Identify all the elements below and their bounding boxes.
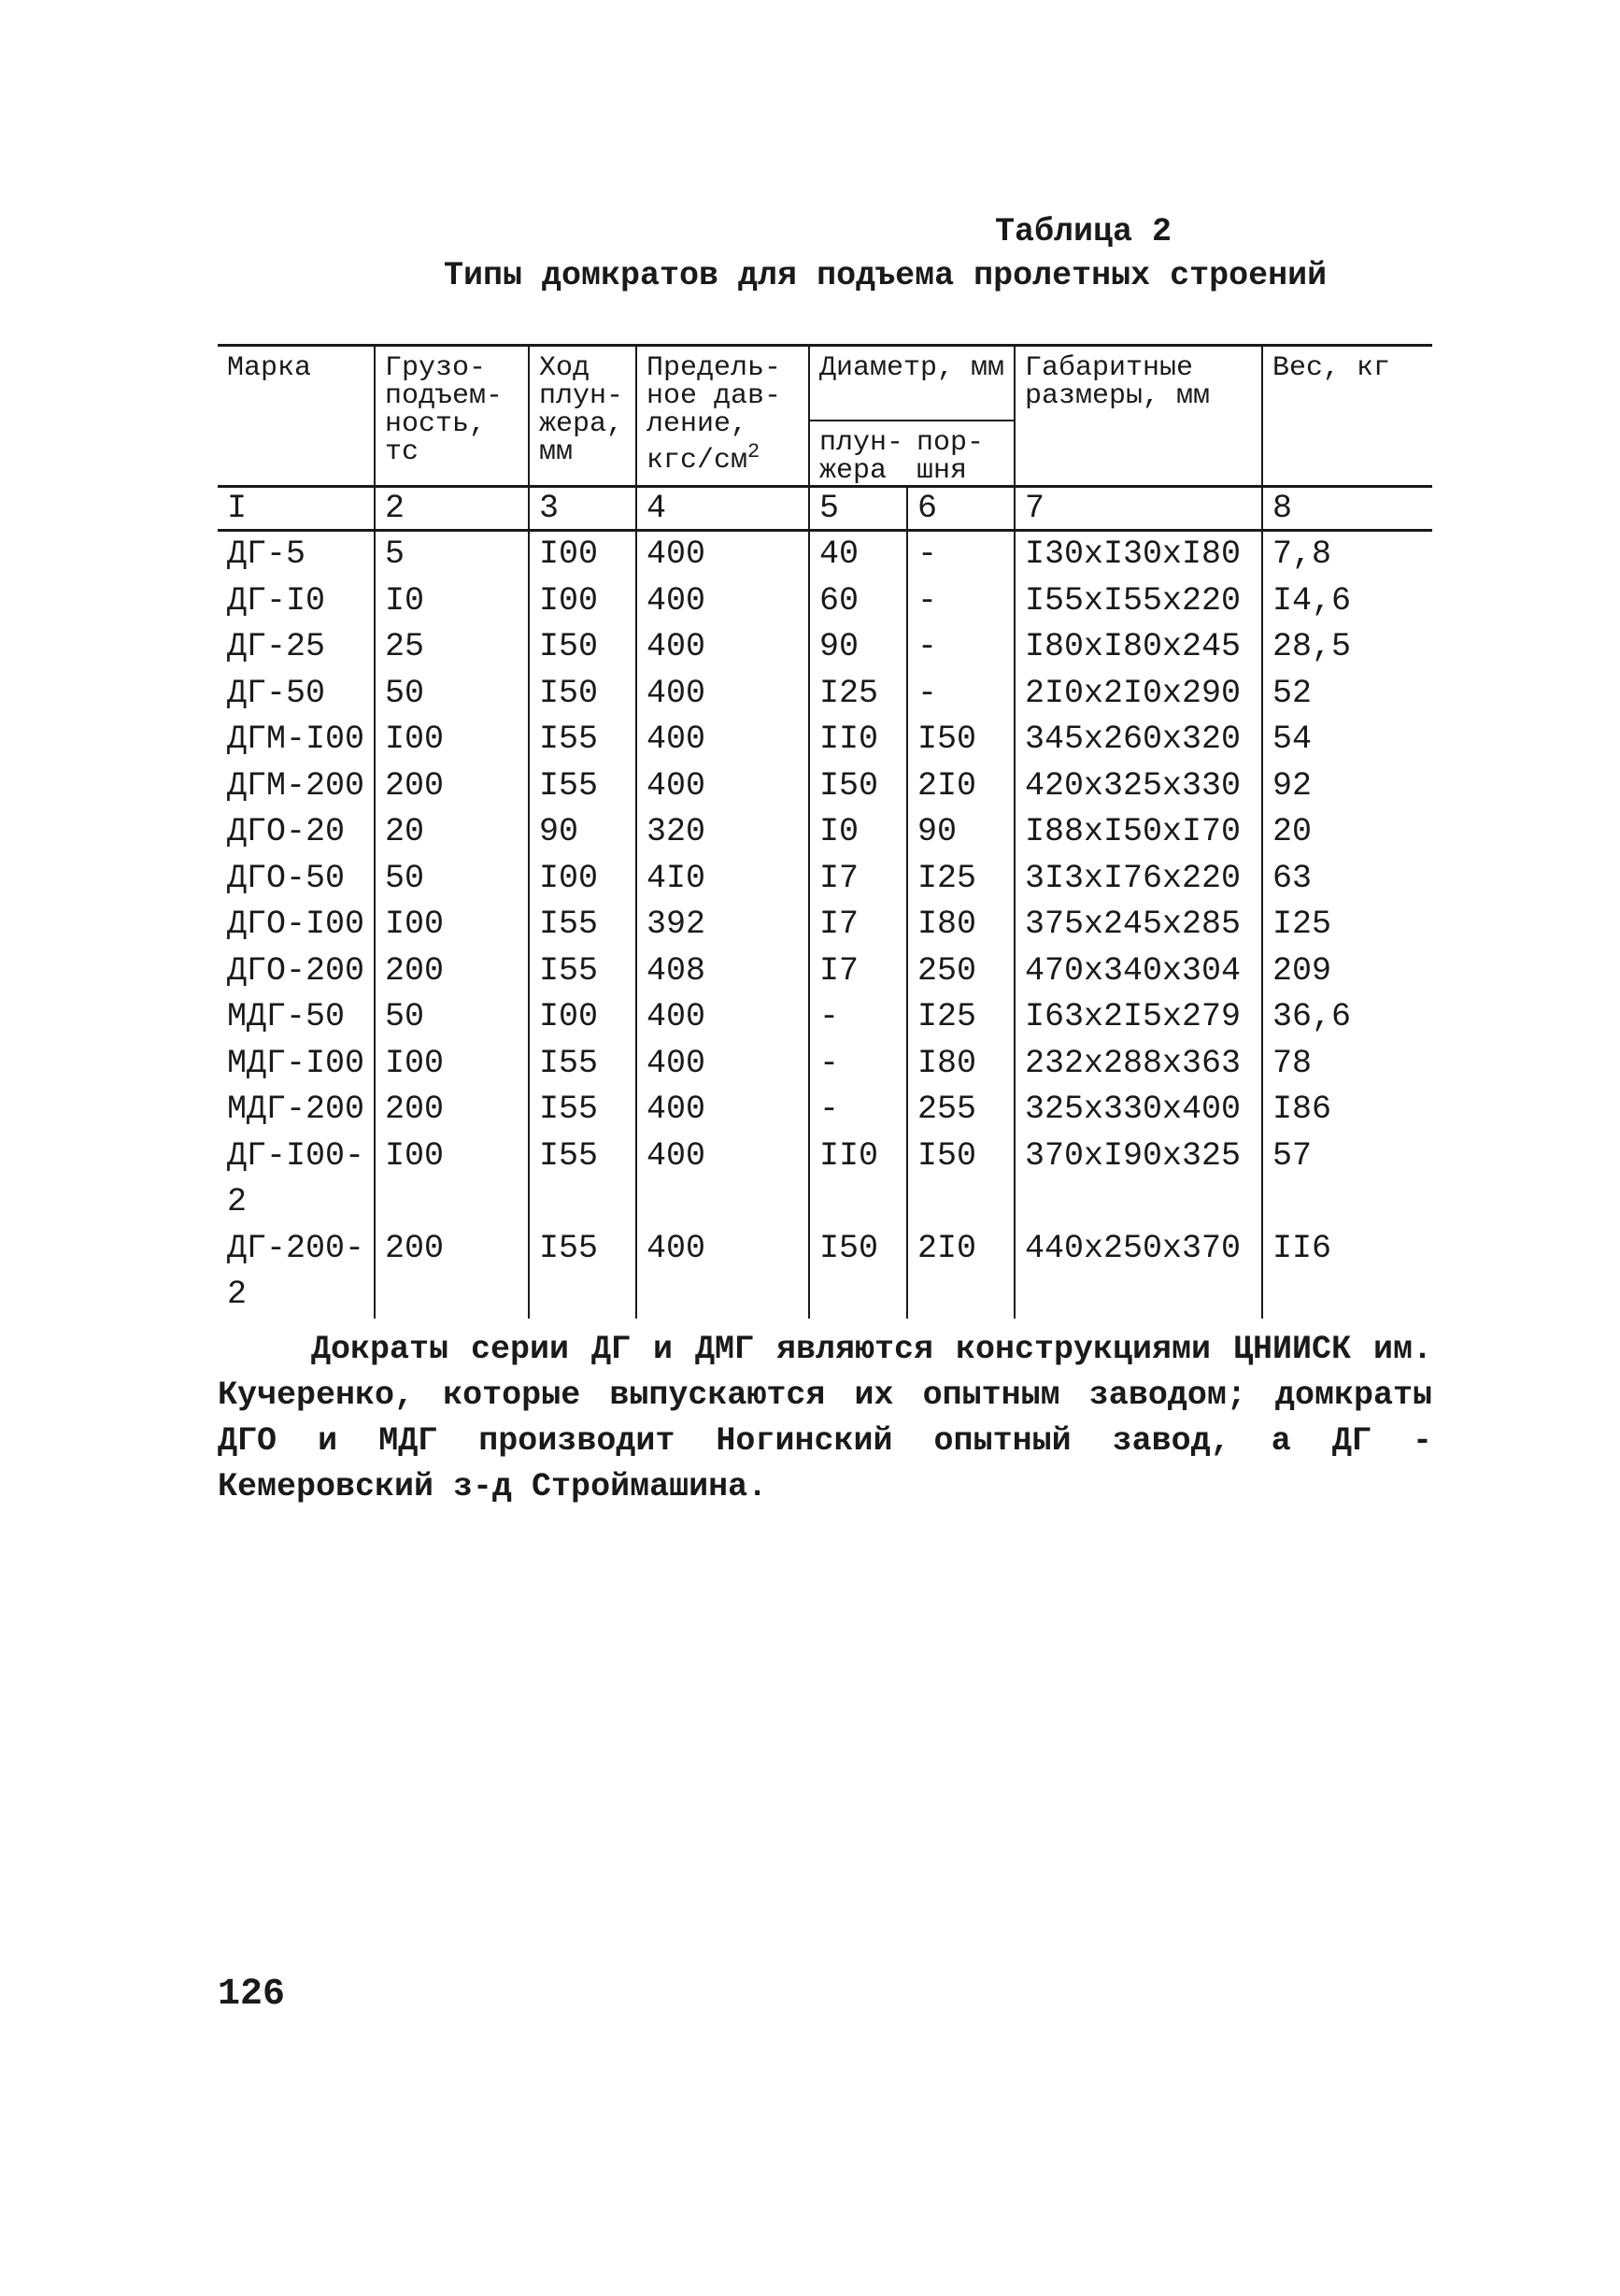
cell-dimensions: 325x330x400 [1015, 1087, 1262, 1134]
header-diameter-piston: пор-шня [907, 421, 1015, 487]
cell-brand: ДГМ-200 [227, 766, 365, 805]
cell-capacity: 5 [375, 531, 529, 578]
cell-capacity: I0 [375, 578, 529, 625]
cell-weight: 209 [1262, 948, 1432, 995]
table-row [218, 948, 1432, 995]
cell-stroke: I00 [529, 856, 636, 903]
cell-stroke: I55 [529, 717, 636, 763]
cell-dimensions: 375x245x285 [1015, 902, 1262, 948]
cell-capacity: I00 [375, 717, 529, 763]
cell-diameter-plunger: 60 [809, 578, 907, 625]
cell-stroke: I55 [529, 948, 636, 995]
cell-pressure: 4I0 [636, 856, 809, 903]
table-row [218, 531, 1432, 578]
cell-stroke: I55 [529, 1134, 636, 1226]
cell-brand: ДГ-5 [227, 535, 306, 573]
cell-weight: I4,6 [1262, 578, 1432, 625]
cell-brand: ДГО-200 [227, 951, 365, 990]
cell-pressure: 400 [636, 531, 809, 578]
cell-dimensions: I55xI55x220 [1015, 578, 1262, 625]
cell-weight: 52 [1262, 671, 1432, 718]
header-diameter-plunger: плун-жера [809, 421, 907, 487]
cell-weight: 7,8 [1262, 531, 1432, 578]
cell-diameter-plunger: - [809, 994, 907, 1041]
cell-diameter-plunger: I50 [809, 763, 907, 810]
cell-pressure: 400 [636, 994, 809, 1041]
cell-weight: 36,6 [1262, 994, 1432, 1041]
cell-diameter-plunger: II0 [809, 1134, 907, 1226]
cell-pressure: 400 [636, 578, 809, 625]
cell-brand: МДГ-50 [227, 998, 346, 1035]
header-diameter: Диаметр, мм [809, 346, 1015, 421]
table-row [218, 578, 1432, 625]
cell-brand: ДГ-200-2 [227, 1229, 365, 1313]
cell-diameter-piston: 250 [907, 948, 1015, 995]
cell-capacity: 200 [375, 948, 529, 995]
column-number: 8 [1262, 487, 1432, 531]
cell-capacity: 200 [375, 1087, 529, 1134]
cell-pressure: 408 [636, 948, 809, 995]
cell-brand: ДГ-25 [227, 628, 326, 665]
cell-pressure: 400 [636, 624, 809, 671]
jacks-table [218, 344, 1432, 1319]
column-number: 3 [529, 487, 636, 531]
cell-stroke: I00 [529, 994, 636, 1041]
cell-dimensions: 370xI90x325 [1015, 1134, 1262, 1226]
cell-diameter-plunger: I25 [809, 671, 907, 718]
cell-capacity: 200 [375, 1226, 529, 1319]
cell-diameter-plunger: I7 [809, 902, 907, 948]
cell-dimensions: I80xI80x245 [1015, 624, 1262, 671]
header-pressure [636, 346, 809, 487]
cell-stroke: I55 [529, 763, 636, 810]
cell-pressure: 400 [636, 1134, 809, 1226]
cell-capacity: I00 [375, 1041, 529, 1088]
cell-dimensions: 2I0x2I0x290 [1015, 671, 1262, 718]
cell-capacity: 25 [375, 624, 529, 671]
cell-pressure: 400 [636, 671, 809, 718]
header-weight: Вес, кг [1262, 346, 1432, 487]
cell-brand: МДГ-200 [227, 1091, 365, 1128]
cell-stroke: I55 [529, 1087, 636, 1134]
cell-weight: 63 [1262, 856, 1432, 903]
cell-diameter-plunger: II0 [809, 717, 907, 763]
cell-weight: 57 [1262, 1134, 1432, 1226]
cell-capacity: 50 [375, 856, 529, 903]
cell-brand: ДГ-I0 [227, 581, 326, 620]
cell-weight: I86 [1262, 1087, 1432, 1134]
cell-dimensions: 470x340x304 [1015, 948, 1262, 995]
header-pressure-unit: кгс/см [647, 445, 748, 477]
cell-dimensions: 420x325x330 [1015, 763, 1262, 810]
cell-weight: II6 [1262, 1226, 1432, 1319]
column-number: 2 [375, 487, 529, 531]
page-number: 126 [218, 1974, 286, 2016]
table-row [218, 856, 1432, 903]
cell-weight: I25 [1262, 902, 1432, 948]
cell-pressure: 400 [636, 763, 809, 810]
table-row [218, 671, 1432, 718]
cell-diameter-piston: - [907, 578, 1015, 625]
cell-dimensions: 345x260x320 [1015, 717, 1262, 763]
cell-capacity: I00 [375, 1134, 529, 1226]
column-number-row [218, 487, 1432, 531]
cell-dimensions: 232x288x363 [1015, 1041, 1262, 1088]
cell-dimensions: I63x2I5x279 [1015, 994, 1262, 1041]
cell-weight: 54 [1262, 717, 1432, 763]
cell-stroke: I55 [529, 1041, 636, 1088]
cell-diameter-piston: I25 [907, 856, 1015, 903]
cell-pressure: 400 [636, 1087, 809, 1134]
cell-brand: ДГ-50 [227, 674, 326, 712]
column-number: 6 [907, 487, 1015, 531]
cell-brand: ДГМ-I00 [227, 720, 365, 758]
cell-capacity: 50 [375, 994, 529, 1041]
column-number: 5 [809, 487, 907, 531]
cell-brand: ДГО-I00 [227, 906, 365, 943]
cell-diameter-piston: 2I0 [907, 763, 1015, 810]
cell-diameter-piston: - [907, 671, 1015, 718]
header-pressure-label: Предель-ное дав-ление, [647, 352, 782, 440]
cell-diameter-plunger: - [809, 1041, 907, 1088]
cell-diameter-piston: I50 [907, 717, 1015, 763]
cell-diameter-piston: I80 [907, 902, 1015, 948]
column-number: 4 [636, 487, 809, 531]
cell-stroke: I50 [529, 624, 636, 671]
cell-capacity: 20 [375, 809, 529, 856]
table-row [218, 717, 1432, 763]
table-row [218, 1041, 1432, 1088]
table-row [218, 994, 1432, 1041]
cell-brand: ДГО-50 [227, 859, 346, 897]
cell-stroke: I55 [529, 902, 636, 948]
header-pressure-exponent: 2 [747, 440, 760, 463]
header-dimensions: Габаритные размеры, мм [1015, 346, 1262, 487]
table-row [218, 1134, 1432, 1226]
cell-pressure: 400 [636, 717, 809, 763]
cell-pressure: 320 [636, 809, 809, 856]
table-row [218, 809, 1432, 856]
cell-brand: ДГ-I00-2 [227, 1136, 365, 1220]
cell-diameter-piston: - [907, 624, 1015, 671]
cell-diameter-plunger: 40 [809, 531, 907, 578]
cell-pressure: 400 [636, 1041, 809, 1088]
table-row [218, 1226, 1432, 1319]
cell-stroke: I50 [529, 671, 636, 718]
table-label: Таблица 2 [995, 213, 1172, 250]
table-row [218, 902, 1432, 948]
table-title: Типы домкратов для подъема пролетных строений [444, 257, 1328, 294]
cell-diameter-plunger: 90 [809, 624, 907, 671]
cell-diameter-plunger: I7 [809, 856, 907, 903]
column-number: 7 [1015, 487, 1262, 531]
cell-dimensions: I88xI50xI70 [1015, 809, 1262, 856]
note-paragraph: Дократы серии ДГ и ДМГ являются конструкциями ЦНИИСК им. Кучеренко, которые выпускаются их опытным заводом; домкраты ДГО и МДГ производит Ногинский опытный завод, а ДГ - Кемеровский з-д Строймашина. [218, 1331, 1432, 1505]
cell-stroke: I55 [529, 1226, 636, 1319]
cell-brand: МДГ-I00 [227, 1044, 365, 1082]
cell-capacity: 200 [375, 763, 529, 810]
cell-stroke: I00 [529, 578, 636, 625]
cell-weight: 20 [1262, 809, 1432, 856]
cell-dimensions: 440x250x370 [1015, 1226, 1262, 1319]
cell-brand: ДГО-20 [227, 813, 346, 850]
cell-diameter-piston: 255 [907, 1087, 1015, 1134]
cell-capacity: 50 [375, 671, 529, 718]
cell-pressure: 400 [636, 1226, 809, 1319]
cell-diameter-piston: - [907, 531, 1015, 578]
cell-diameter-piston: I80 [907, 1041, 1015, 1088]
table-row [218, 624, 1432, 671]
cell-diameter-plunger: I50 [809, 1226, 907, 1319]
column-number: I [218, 487, 375, 531]
cell-pressure: 392 [636, 902, 809, 948]
cell-weight: 28,5 [1262, 624, 1432, 671]
header-capacity: Грузо-подъем-ность, тс [375, 346, 529, 487]
header-brand: Марка [218, 346, 375, 487]
cell-diameter-piston: I25 [907, 994, 1015, 1041]
cell-diameter-piston: I50 [907, 1134, 1015, 1226]
cell-diameter-plunger: - [809, 1087, 907, 1134]
table-row [218, 1087, 1432, 1134]
table-row [218, 763, 1432, 810]
cell-capacity: I00 [375, 902, 529, 948]
cell-weight: 92 [1262, 763, 1432, 810]
cell-stroke: I00 [529, 531, 636, 578]
cell-diameter-piston: 2I0 [907, 1226, 1015, 1319]
header-stroke: Ход плун-жера, мм [529, 346, 636, 487]
cell-weight: 78 [1262, 1041, 1432, 1088]
cell-dimensions: 3I3xI76x220 [1015, 856, 1262, 903]
cell-diameter-plunger: I0 [809, 809, 907, 856]
cell-diameter-piston: 90 [907, 809, 1015, 856]
cell-dimensions: I30xI30xI80 [1015, 531, 1262, 578]
cell-stroke: 90 [529, 809, 636, 856]
cell-diameter-plunger: I7 [809, 948, 907, 995]
